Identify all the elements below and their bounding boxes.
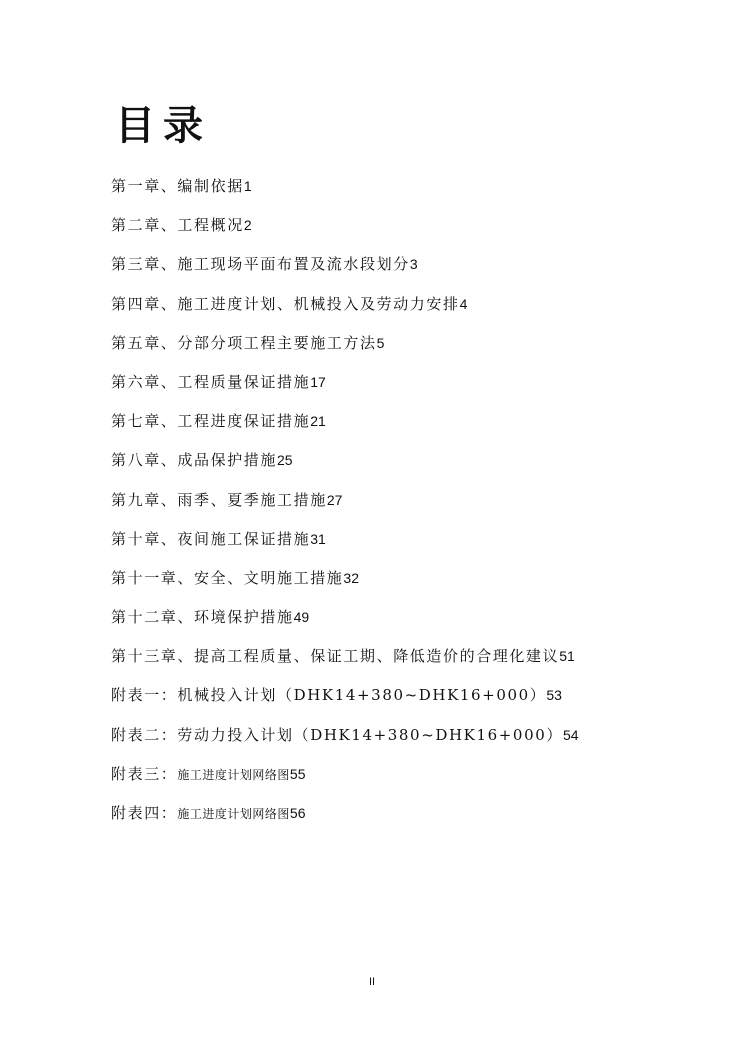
toc-entry-page: 1 [243, 178, 252, 194]
toc-entry-page: 32 [343, 569, 359, 586]
toc-entry-chapter-3[interactable] [111, 251, 579, 290]
toc-entry-page: 25 [277, 452, 293, 469]
toc-entry-page: 53 [546, 687, 562, 704]
toc-entry-chapter-13[interactable] [111, 643, 579, 682]
toc-entry-chapter-2[interactable] [111, 212, 579, 251]
toc-entry-label-tail: 施工进度计划网络图 [177, 767, 290, 782]
toc-entry-label: 附表二：劳动力投入计划（DHK14+380~DHK16+000） [111, 725, 563, 744]
toc-entry-appendix-1[interactable] [111, 682, 579, 721]
toc-entry-page: 4 [459, 295, 468, 312]
toc-entry-page: 5 [376, 334, 385, 351]
toc-entry-page: 55 [289, 765, 306, 782]
toc-entry-page: 31 [310, 530, 326, 547]
toc-entry-page: 21 [310, 413, 326, 430]
toc-entry-chapter-4[interactable] [111, 291, 579, 330]
toc-entry-label: 第六章、工程质量保证措施 [111, 372, 311, 391]
toc-entry-label: 第十三章、提高工程质量、保证工期、降低造价的合理化建议 [111, 647, 560, 666]
toc-entry-label: 附表一：机械投入计划（DHK14+380~DHK16+000） [111, 686, 547, 705]
toc-entry-page: 27 [326, 491, 343, 508]
page-number: II [368, 976, 376, 988]
toc-entry-page: 2 [243, 217, 252, 234]
toc-entry-label-head: 附表四： [111, 804, 178, 822]
toc-entry-chapter-10[interactable] [111, 526, 579, 565]
toc-entry-chapter-11[interactable] [111, 565, 579, 604]
toc-entry-chapter-9[interactable] [111, 487, 579, 526]
toc-entry-chapter-6[interactable] [111, 369, 579, 408]
toc-entry-label-head: 附表三： [111, 764, 178, 783]
toc-entry-chapter-1[interactable] [111, 173, 579, 212]
toc-entry-page: 49 [293, 609, 310, 626]
toc-entry-page: 17 [310, 373, 326, 390]
toc-entry-label: 第九章、雨季、夏季施工措施 [111, 490, 327, 509]
toc-entry-label: 第十一章、安全、文明施工措施 [111, 568, 344, 587]
toc-entry-label: 第五章、分部分项工程主要施工方法 [111, 333, 377, 352]
toc-entry-appendix-4[interactable] [111, 800, 579, 839]
toc-entry-chapter-12[interactable] [111, 604, 579, 643]
toc-entry-chapter-7[interactable] [111, 408, 579, 447]
toc-entry-label: 第三章、施工现场平面布置及流水段划分 [111, 255, 410, 274]
toc-entry-page: 3 [409, 256, 418, 273]
toc-entry-appendix-3[interactable] [111, 761, 579, 800]
toc-entry-label: 第二章、工程概况 [111, 216, 244, 235]
toc-entry-chapter-8[interactable] [111, 447, 579, 486]
toc-entry-chapter-5[interactable] [111, 330, 579, 369]
toc-entry-label: 第十二章、环境保护措施 [111, 608, 294, 627]
toc-entry-label: 第八章、成品保护措施 [111, 451, 278, 470]
toc-entry-label: 第十章、夜间施工保证措施 [111, 529, 311, 548]
toc-entry-label: 第一章、编制依据 [111, 177, 244, 195]
toc-entry-appendix-2[interactable] [111, 722, 579, 761]
toc-title: 目录 [115, 103, 211, 149]
toc-entry-page: 51 [559, 648, 575, 665]
toc-entry-page: 56 [289, 805, 306, 821]
toc-list [111, 173, 579, 839]
toc-entry-page: 54 [562, 726, 579, 743]
toc-entry-label: 第四章、施工进度计划、机械投入及劳动力安排 [111, 294, 460, 313]
toc-entry-label: 第七章、工程进度保证措施 [111, 412, 311, 431]
toc-entry-label-tail: 施工进度计划网络图 [177, 807, 290, 821]
